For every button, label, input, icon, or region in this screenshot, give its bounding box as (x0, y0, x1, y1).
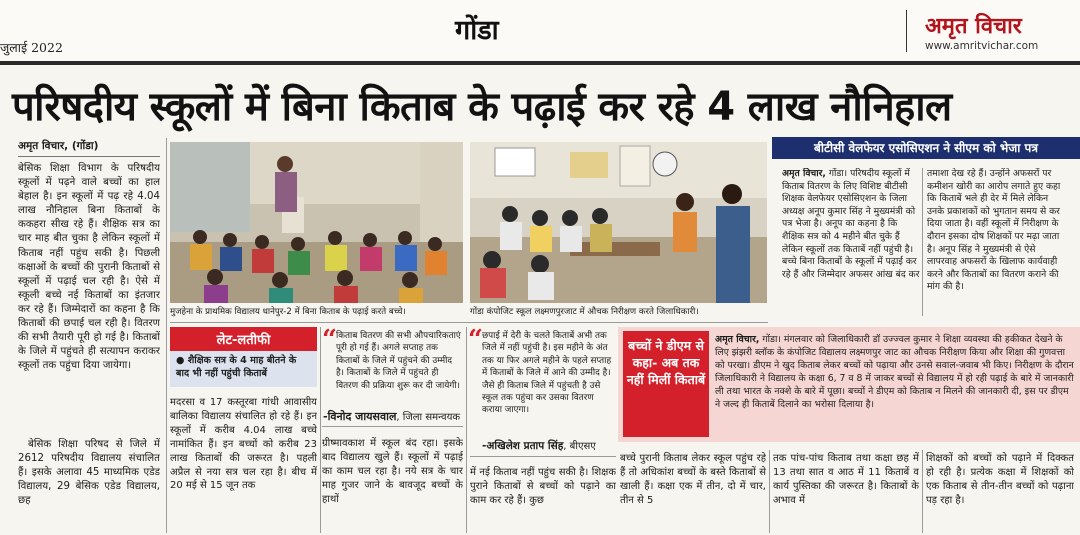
quote-2-rule (470, 456, 616, 457)
photo-classroom (170, 142, 463, 303)
left-column-body: बेसिक शिक्षा विभाग के परिषदीय स्कूलों में पढ़ने वाले बच्चों का हाल बेहाल है। इन स्कूलों में पढ़ रहे 4.04 लाख नौनिहाल बिना किताबों के ककहरा सीख रहे हैं। शैक्षिक सत्र का चार माह बीत चुका है लेकिन स्कूलों में किताब नहीं पहुंच सकी है। पिछली कक्षाओं के बच्चों की पुरानी किताबों से स्कूलों में पढ़ाई चल रही है। ऐसे में स्कूली बच्चे नई किताबों का इंतजार कर रहे हैं। जिम्मेदारों का कहना है कि किताबों की छपाई चल रही है। वितरण की सभी तैयारी पूरी हो गई है। किताबों के जिले में पहुंचते ही सत्यापन कराकर स्कूलों तक पहुंचा दिया जायेगा। (18, 163, 160, 372)
byline: अमृत विचार, (गोंडा) (18, 140, 99, 152)
column-rule (166, 138, 167, 533)
dm-box-text: गोंडा। मंगलवार को जिलाधिकारी डॉ उज्ज्वल कुमार ने शिक्षा व्यवस्था की हकीकत देखने के लिए झंझरी ब्लॉक के कंपोजिट विद्यालय लक्ष्मणपुर जाट का औचक निरीक्षण किया और शिक्षा की गुणवत्ता को परखा। डीएम ने खुद किताब लेकर बच्चों को पढ़ाया और उनसे सवाल-जवाब भी किए। निरीक्षण के दौरान जिलाधिकारी ने विद्यालय के कक्षा 6, 7 व 8 में जाकर बच्चों से विद्यालय में हो रही पढ़ाई के बारे में जानकारी ली तथा भारत के नक्शे के बारे में पूछा। बच्चों ने डीएम को किताब न मिलने की जानकारी दी, इस पर डीएम ने जल्द ही किताबें दिलाने का भरोसा दिलाया है। (715, 334, 1074, 410)
quote-2-attribution (482, 438, 596, 453)
header-divider (906, 10, 907, 52)
btc-column-rule (922, 168, 923, 316)
quote-open-icon-2: “ (468, 325, 483, 355)
quote-2-text: छपाई में देरी के चलते किताबें अभी तक जिले में नहीं पहुंची है। इस महीने के अंत तक या फिर अगले महीने के पहले सप्ताह में किताबों के जिले में आने की उम्मीद है। जैसे ही किताब जिले में पहुंचती है उसे स्कूल तक पहुंचा कर उसका वितरण कराया जाएगा। (482, 331, 612, 416)
late-box-title: लेट-लतीफी (170, 327, 317, 351)
left-column-body-2: बेसिक शिक्षा परिषद से जिले में 2612 परिषदीय विद्यालय संचालित हैं। इसके अलावा 45 माध्यमिक एडेड विद्यालय, 29 बेसिक एडेड विद्यालय, छह (18, 439, 160, 507)
quote-1-attribution (323, 409, 460, 424)
quote-1-author: -विनोद जायसवाल (323, 410, 397, 423)
dm-dateline: अमृत विचार, (715, 334, 760, 345)
btc-col-1 (782, 168, 920, 316)
quote-1-rule (322, 426, 463, 427)
bullet-icon: ● (176, 355, 188, 366)
bottom-rule-1 (769, 450, 770, 533)
btc-col-2: तमाशा देख रहे हैं। उन्होंने अफसरों पर कमीशन खोरी का आरोप लगाते हुए कहा कि किताबें भले ही देर में मिले लेकिन उनके प्रकाशकों को भुगतान समय से कर दिया जाता है। वहीं स्कूलों में निरीक्षण के दौरान इसका दोष शिक्षकों पर मढ़ा जाता है। अनूप सिंह ने मुख्यमंत्री से ऐसे लापरवाह अफसरों के खिलाफ कार्यवाही करने और किताबों का वितरण कराने की मांग की है। (927, 168, 1061, 293)
quote-2-author: -अखिलेश प्रताप सिंह (482, 440, 564, 452)
column-rule-2 (320, 327, 321, 533)
byline-rule (18, 156, 160, 157)
photo-caption-rule (170, 322, 768, 323)
dm-box-body (715, 333, 1075, 437)
headline: परिषदीय स्कूलों में बिना किताब के पढ़ाई कर रहे 4 लाख नौनिहाल (12, 84, 952, 130)
photo-dm-inspection (470, 142, 767, 303)
mid-column-1-body: मदरसा व 17 कस्तूरबा गांधी आवासीय बालिका विद्यालय संचालित हो रहे हैं। इन स्कूलों में करीब 4.04 लाख बच्चे नामांकित हैं। इन बच्चों को करीब 23 लाख किताबों की जरूरत है। पहली अप्रैल से नया सत्र चल रहा है। बीच में 20 मई से 15 जून तक (170, 397, 317, 492)
quote-2-role: , बीएसए (563, 441, 596, 452)
brand-website: www.amritvichar.com (925, 40, 1039, 52)
bottom-column-2: तक पांच-पांच किताब तथा कक्षा छह में 13 तथा सात व आठ में 11 किताबें व कार्य पुस्तिका की जरूरत है। किताबों के अभाव में (773, 453, 919, 506)
issue-date: जुलाई 2022 (0, 40, 63, 55)
btc-dateline: अमृत विचार, (782, 168, 826, 179)
header-rule (0, 61, 1080, 65)
quote-1-role: , जिला समन्वयक (396, 412, 461, 423)
classroom-photo-illustration (170, 142, 463, 303)
page-header (0, 0, 1080, 64)
mid-column-2-body: ग्रीष्मावकाश में स्कूल बंद रहा। इसके बाद विद्यालय खुले हैं। स्कूलों में पढ़ाई का काम चल रहा है। नये सत्र के चार माह गुजर जाने के बावजूद बच्चों के हाथों (322, 438, 463, 505)
photo-caption-inspection: गोंडा कंपोजिट स्कूल लक्ष्मणपुरजाट में औचक निरीक्षण करते जिलाधिकारी। (470, 307, 699, 317)
photo-caption-classroom: मुजहेना के प्राथमिक विद्यालय धानेपुर-2 में बिना किताब के पढ़ाई करते बच्चे। (170, 307, 406, 317)
dm-red-label: बच्चों ने डीएम से कहा- अब तक नहीं मिलीं किताबें (623, 331, 709, 437)
column-rule-3 (466, 327, 467, 533)
btc-banner: बीटीसी वेलफेयर एसोसिएशन ने सीएम को भेजा पत्र (772, 137, 1080, 159)
late-box-subtitle (170, 351, 317, 383)
quote-open-icon: “ (322, 325, 337, 355)
bottom-column-1: बच्चे पुरानी किताब लेकर स्कूल पहुंच रहे हैं तो अधिकांश बच्चों के बस्ते किताबों से खाली हैं। कक्षा एक में तीन, दो में चार, तीन से 5 (620, 453, 766, 506)
mid-column-3-body: में नई किताब नहीं पहुंच सकी है। शिक्षक पुराने किताबों से बच्चों को पढ़ाने का काम कर रहे हैं। कुछ (470, 467, 616, 506)
late-box (170, 327, 317, 387)
bottom-rule-2 (922, 450, 923, 533)
brand-logo: अमृत विचार (925, 14, 1022, 39)
inspection-photo-illustration (470, 142, 767, 303)
btc-col-1-text: गोंडा। परिषदीय स्कूलों में किताब वितरण के लिए विशिष्ट बीटीसी शिक्षक वेलफेयर एसोसिएशन के जिला अध्यक्ष अनूप कुमार सिंह ने मुख्यमंत्री को पत्र भेजा है। अनूप का कहना है कि शैक्षिक सत्र को 4 महीने बीत चुके हैं लेकिन स्कूलों तक किताबें नहीं पहुंची है। बच्चे बिना किताबों के स्कूलों में पढ़ाई कर रहे हैं और जिम्मेदार अफसर आंख बंद कर (782, 168, 920, 280)
section-name: गोंडा (455, 15, 499, 46)
late-box-subtitle-text: शैक्षिक सत्र के 4 माह बीतने के बाद भी नहीं पहुंची किताबें (176, 355, 297, 379)
quote-1-text: किताब वितरण की सभी औपचारिकताएं पूरी हो गई हैं। अगले सप्ताह तक किताबों के जिले में पहुंचने की उम्मीद है। किताबों के जिले में पहुंचते ही वितरण की प्रक्रिया शुरू कर दी जायेगी। (336, 331, 461, 391)
bottom-column-3: शिक्षकों को बच्चों को पढ़ाने में दिक्कत हो रही है। प्रत्येक कक्षा में शिक्षकों को एक किताब से तीन-तीन बच्चों को पढ़ाना पड़ रहा है। (926, 453, 1074, 506)
